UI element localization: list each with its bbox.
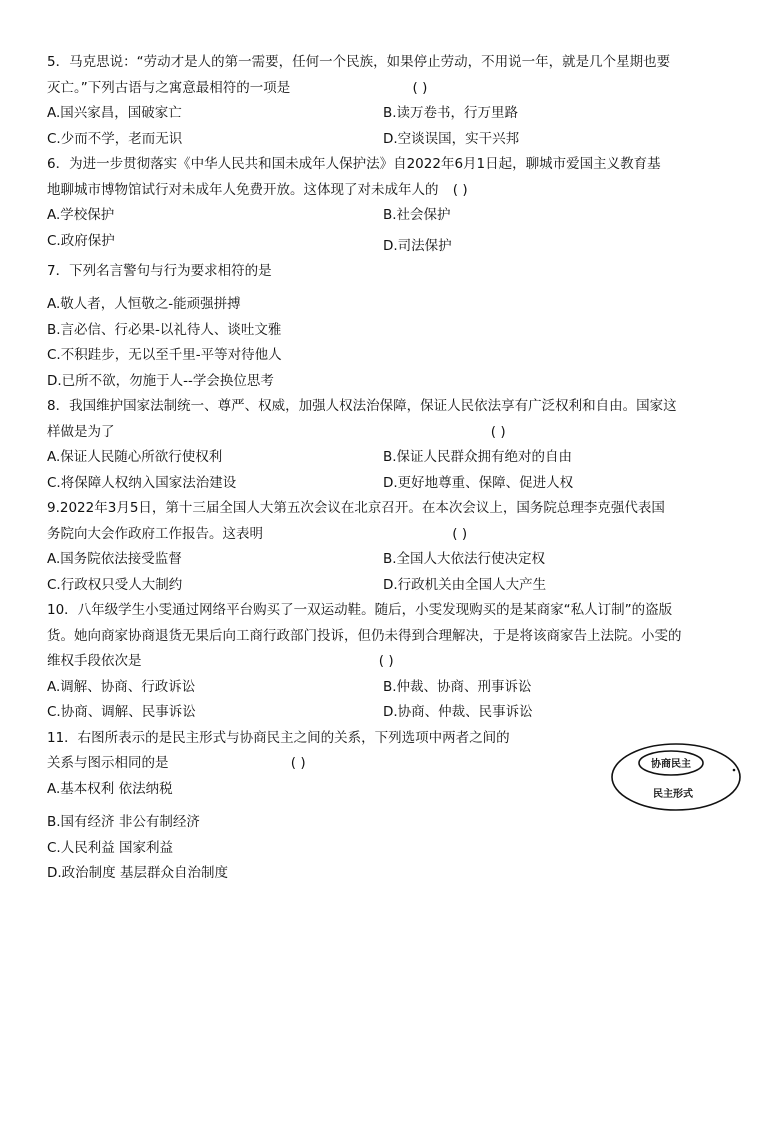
- question-stem: 维权手段依次是: [47, 653, 142, 669]
- question-stem: 6．为进一步贯彻落实《中华人民共和国未成年人保护法》自2022年6月1日起，聊城市爱国主义教育基: [47, 156, 661, 172]
- option-c: C.少而不学，老而无识: [47, 130, 183, 147]
- option-d: D.已所不欲，勿施于人--学会换位思考: [47, 372, 274, 389]
- option-b: B.保证人民群众拥有绝对的自由: [383, 449, 573, 465]
- option-c: C.将保障人权纳入国家法治建设: [47, 474, 237, 491]
- question-stem: 务院向大会作政府工作报告。这表明: [47, 525, 263, 542]
- outer-label: 民主形式: [653, 789, 693, 800]
- option-d: D.司法保护: [383, 237, 452, 254]
- question-stem: 8．我国维护国家法制统一、尊严、权威，加强人权法治保障，保证人民依法享有广泛权利和自由。国家这: [47, 398, 677, 414]
- option-d: D.政治制度 基层群众自治制度: [47, 865, 228, 881]
- question-8: [47, 394, 737, 496]
- diagram-svg: [609, 741, 745, 813]
- question-stem: 7．下列名言警句与行为要求相符的是: [47, 262, 272, 279]
- question-9: [47, 496, 737, 598]
- option-c: C.协商、调解、民事诉讼: [47, 704, 196, 720]
- option-a: A.调解、协商、行政诉讼: [47, 678, 196, 695]
- question-stem: 货。她向商家协商退货无果后向工商行政部门投诉，但仍未得到合理解决，于是将该商家告上法院。小雯的: [47, 627, 682, 644]
- answer-paren: ( ): [452, 525, 468, 542]
- answer-paren: ( ): [490, 423, 506, 440]
- answer-paren: ( ): [290, 755, 306, 771]
- option-c: C.行政权只受人大制约: [47, 576, 183, 593]
- option-d: D.行政机关由全国人大产生: [383, 576, 547, 593]
- question-5: [47, 50, 737, 152]
- option-b: B.社会保护: [383, 207, 451, 223]
- option-a: A.国兴家昌，国破家亡: [47, 105, 182, 121]
- option-c: C.政府保护: [47, 232, 115, 249]
- option-c: C.不积跬步，无以至千里-平等对待他人: [47, 347, 282, 363]
- question-stem: 灭亡。”下列古语与之寓意最相符的一项是: [47, 79, 291, 96]
- question-6: [47, 152, 737, 259]
- outer-ellipse: [612, 744, 740, 810]
- option-a: A.保证人民随心所欲行使权利: [47, 449, 223, 465]
- option-a: A.国务院依法接受监督: [47, 551, 182, 567]
- answer-paren: ( ): [378, 653, 394, 669]
- question-stem: 地聊城市博物馆试行对未成年人免费开放。这体现了对未成年人的: [47, 181, 439, 198]
- answer-paren: ( ): [452, 181, 468, 198]
- nested-ellipse-diagram: [609, 741, 745, 813]
- question-stem: 样做是为了: [47, 423, 115, 440]
- option-b: B.全国人大依法行使决定权: [383, 551, 546, 567]
- option-b: B.读万卷书，行万里路: [383, 105, 519, 121]
- option-a: A.基本权利 依法纳税: [47, 780, 173, 797]
- option-a: A.敬人者，人恒敬之-能顽强拼搏: [47, 296, 241, 312]
- question-stem: 5．马克思说：“劳动才是人的第一需要，任何一个民族，如果停止劳动，不用说一年，就是几个星期也要: [47, 54, 671, 70]
- dot-mark: [733, 769, 736, 772]
- question-7: [47, 259, 737, 395]
- inner-label: 协商民主: [651, 759, 691, 770]
- question-10: [47, 598, 737, 726]
- question-stem: 关系与图示相同的是: [47, 755, 169, 771]
- question-stem: 10．八年级学生小雯通过网络平台购买了一双运动鞋。随后，小雯发现购买的是某商家“私人订制”的盗版: [47, 602, 673, 618]
- option-b: B.言必信、行必果-以礼待人、谈吐文雅: [47, 321, 282, 338]
- option-b: B.仲裁、协商、刑事诉讼: [383, 678, 532, 695]
- option-c: C.人民利益 国家利益: [47, 839, 174, 856]
- option-d: D.协商、仲裁、民事诉讼: [383, 704, 533, 720]
- question-stem: 11．右图所表示的是民主形式与协商民主之间的关系，下列选项中两者之间的: [47, 729, 510, 746]
- option-a: A.学校保护: [47, 207, 115, 223]
- question-stem: 9.2022年3月5日，第十三届全国人大第五次会议在北京召开。在本次会议上，国务院总理李克强代表国: [47, 500, 665, 516]
- option-b: B.国有经济 非公有制经济: [47, 814, 200, 830]
- option-d: D.更好地尊重、保障、促进人权: [383, 474, 574, 491]
- option-d: D.空谈误国，实干兴邦: [383, 130, 520, 147]
- answer-paren: ( ): [412, 79, 428, 96]
